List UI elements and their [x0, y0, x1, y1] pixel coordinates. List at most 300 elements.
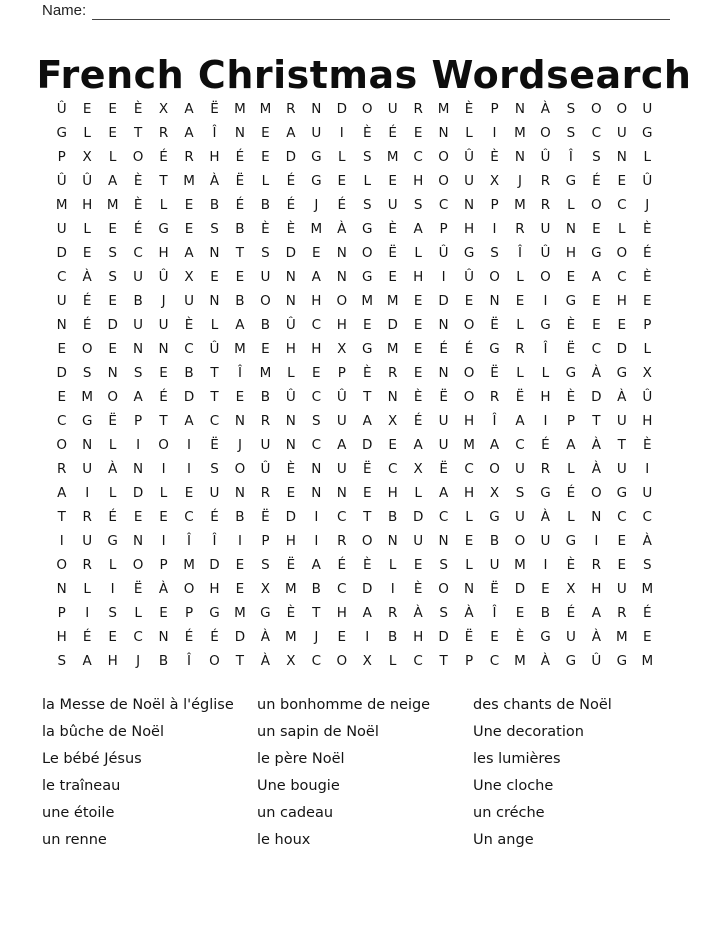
grid-letter-r20-c1: O: [56, 557, 68, 573]
word-list-item: un cadeau: [257, 805, 334, 821]
grid-letter-r2-c21: S: [566, 125, 576, 141]
grid-letter-r22-c24: É: [643, 605, 652, 621]
word-list-item: Une decoration: [473, 724, 584, 741]
grid-letter-r19-c10: H: [285, 533, 296, 549]
grid-letter-r14-c10: N: [285, 413, 296, 429]
grid-letter-r18-c24: C: [642, 509, 652, 525]
grid-letter-r19-c6: Î: [187, 533, 191, 549]
grid-letter-r8-c19: L: [516, 269, 524, 285]
grid-letter-r10-c12: H: [336, 317, 347, 333]
grid-letter-r7-c6: A: [184, 245, 194, 261]
grid-letter-r21-c14: I: [390, 581, 395, 597]
grid-letter-r10-c24: P: [643, 317, 652, 333]
grid-letter-r14-c20: I: [543, 413, 548, 429]
grid-letter-r3-c8: É: [235, 149, 245, 165]
word-list-item: une étoile: [42, 805, 115, 821]
grid-letter-r12-c13: È: [362, 365, 372, 381]
grid-letter-r1-c7: Ë: [210, 101, 219, 117]
grid-letter-r2-c13: È: [362, 125, 372, 141]
grid-letter-r17-c5: L: [159, 485, 168, 501]
grid-letter-r13-c17: O: [463, 389, 475, 405]
grid-letter-r6-c1: U: [56, 221, 67, 237]
grid-letter-r14-c7: C: [209, 413, 220, 429]
grid-letter-r2-c15: E: [413, 125, 423, 141]
grid-letter-r7-c14: Ë: [388, 245, 397, 261]
grid-letter-r9-c24: E: [643, 293, 652, 309]
grid-letter-r7-c1: D: [56, 245, 67, 261]
grid-letter-r23-c17: Ë: [464, 629, 474, 645]
grid-letter-r5-c3: M: [106, 197, 119, 213]
grid-letter-r3-c1: P: [57, 149, 66, 165]
grid-letter-r17-c18: X: [489, 485, 500, 501]
grid-letter-r2-c7: Î: [212, 125, 217, 141]
grid-letter-r3-c20: Û: [540, 149, 551, 165]
grid-letter-r13-c14: N: [387, 389, 398, 405]
grid-letter-r3-c11: G: [311, 149, 322, 165]
grid-letter-r11-c16: É: [439, 341, 448, 357]
grid-letter-r9-c12: O: [336, 293, 348, 309]
grid-letter-r1-c2: E: [82, 101, 92, 117]
grid-letter-r7-c13: O: [361, 245, 373, 261]
grid-letter-r6-c10: È: [286, 221, 296, 237]
grid-letter-r21-c21: X: [566, 581, 576, 597]
grid-letter-r3-c10: D: [285, 149, 297, 165]
grid-letter-r12-c9: M: [259, 365, 272, 381]
grid-letter-r12-c6: B: [184, 365, 194, 381]
grid-letter-r3-c24: L: [643, 149, 652, 165]
grid-letter-r16-c24: I: [645, 461, 650, 477]
grid-letter-r1-c23: O: [616, 101, 628, 117]
grid-letter-r15-c21: A: [566, 437, 576, 453]
grid-letter-r22-c9: G: [260, 605, 271, 621]
grid-letter-r13-c3: O: [107, 389, 118, 405]
grid-letter-r14-c13: A: [362, 413, 372, 429]
grid-letter-r4-c13: L: [363, 173, 371, 189]
grid-letter-r2-c5: R: [158, 125, 169, 141]
grid-letter-r20-c4: O: [132, 557, 144, 573]
grid-letter-r23-c4: C: [133, 629, 143, 645]
grid-letter-r12-c21: G: [565, 365, 577, 381]
grid-letter-r8-c21: E: [566, 269, 576, 285]
grid-letter-r19-c1: I: [59, 533, 64, 549]
grid-letter-r7-c9: S: [261, 245, 270, 261]
grid-letter-r10-c21: È: [566, 317, 576, 333]
grid-letter-r9-c9: O: [260, 293, 271, 309]
grid-letter-r11-c8: M: [234, 341, 246, 357]
grid-letter-r24-c12: O: [336, 653, 348, 669]
grid-letter-r23-c16: D: [438, 629, 449, 645]
grid-letter-r9-c21: G: [565, 293, 577, 309]
grid-letter-r4-c16: O: [438, 173, 449, 189]
grid-letter-r22-c17: À: [464, 605, 474, 621]
grid-letter-r5-c18: P: [490, 197, 499, 213]
grid-letter-r19-c16: N: [438, 533, 449, 549]
grid-letter-r16-c21: L: [567, 461, 575, 477]
grid-letter-r23-c5: N: [158, 629, 169, 645]
grid-letter-r14-c21: P: [566, 413, 575, 429]
grid-letter-r5-c11: J: [314, 197, 319, 213]
grid-letter-r8-c5: Û: [158, 269, 169, 285]
grid-letter-r7-c16: Û: [438, 245, 449, 261]
grid-letter-r10-c9: B: [260, 317, 271, 333]
grid-letter-r2-c14: É: [388, 125, 397, 141]
grid-letter-r20-c17: L: [465, 557, 473, 573]
grid-letter-r5-c10: É: [286, 197, 296, 213]
grid-letter-r6-c15: A: [413, 221, 423, 237]
grid-letter-r23-c21: U: [565, 629, 576, 645]
grid-letter-r9-c10: N: [285, 293, 296, 309]
grid-letter-r3-c18: È: [490, 149, 499, 165]
grid-letter-r19-c2: U: [82, 533, 93, 549]
grid-letter-r5-c22: O: [591, 197, 602, 213]
word-list-column-1: [42, 692, 257, 853]
grid-letter-r4-c19: J: [517, 173, 522, 189]
grid-letter-r9-c14: M: [386, 293, 399, 309]
grid-letter-r9-c18: N: [489, 293, 500, 309]
grid-letter-r10-c17: O: [463, 317, 475, 333]
grid-letter-r22-c18: Î: [492, 605, 497, 621]
word-list-item: Un ange: [473, 831, 534, 848]
grid-letter-r15-c4: I: [136, 437, 141, 453]
grid-letter-r5-c6: E: [184, 197, 194, 213]
grid-letter-r12-c17: O: [463, 365, 475, 381]
grid-letter-r14-c8: N: [234, 413, 245, 429]
grid-letter-r2-c6: A: [184, 125, 194, 141]
grid-letter-r9-c16: D: [438, 293, 449, 309]
grid-letter-r16-c22: À: [591, 461, 601, 477]
grid-letter-r13-c6: D: [183, 389, 195, 405]
grid-letter-r24-c4: J: [136, 653, 141, 669]
grid-letter-r18-c1: T: [57, 509, 66, 525]
grid-letter-r15-c1: O: [56, 437, 68, 453]
grid-letter-r22-c14: R: [387, 605, 398, 621]
grid-letter-r21-c22: H: [591, 581, 602, 597]
grid-letter-r18-c14: B: [388, 509, 398, 525]
grid-letter-r8-c12: N: [336, 269, 347, 285]
grid-letter-r22-c20: B: [540, 605, 551, 621]
grid-letter-r15-c13: D: [362, 437, 373, 453]
grid-letter-r8-c16: I: [441, 269, 446, 285]
grid-letter-r11-c14: M: [386, 341, 399, 357]
grid-letter-r23-c23: M: [615, 629, 628, 645]
grid-letter-r7-c3: S: [108, 245, 117, 261]
grid-letter-r14-c2: G: [81, 413, 93, 429]
grid-letter-r20-c24: S: [642, 557, 652, 573]
grid-letter-r23-c9: À: [260, 629, 271, 645]
grid-letter-r10-c11: C: [311, 317, 322, 333]
grid-letter-r15-c10: N: [285, 437, 296, 453]
grid-letter-r2-c19: M: [514, 125, 526, 141]
grid-letter-r6-c11: M: [310, 221, 323, 237]
grid-letter-r21-c5: À: [158, 581, 169, 597]
grid-letter-r16-c2: U: [82, 461, 93, 477]
grid-letter-r4-c24: Û: [642, 173, 653, 189]
grid-letter-r23-c20: G: [540, 629, 551, 645]
word-list-column-2: [257, 692, 473, 853]
grid-letter-r10-c2: É: [82, 317, 92, 333]
grid-letter-r17-c3: L: [108, 485, 117, 501]
grid-letter-r13-c12: Û: [336, 389, 347, 405]
grid-letter-r18-c20: À: [540, 509, 551, 525]
grid-letter-r1-c4: È: [133, 101, 143, 117]
grid-letter-r2-c22: C: [591, 125, 602, 141]
grid-letter-r1-c1: Û: [56, 101, 67, 117]
grid-letter-r9-c20: I: [543, 293, 548, 309]
grid-letter-r14-c11: S: [312, 413, 321, 429]
grid-letter-r6-c5: G: [158, 221, 169, 237]
grid-letter-r10-c19: L: [516, 317, 524, 333]
grid-letter-r21-c18: Ë: [490, 581, 499, 597]
grid-letter-r8-c3: S: [108, 269, 117, 285]
grid-letter-r9-c19: E: [515, 293, 525, 309]
grid-letter-r1-c22: O: [591, 101, 602, 117]
grid-letter-r20-c10: Ë: [286, 557, 296, 573]
grid-letter-r17-c15: L: [414, 485, 422, 501]
grid-letter-r2-c12: I: [339, 125, 344, 141]
grid-letter-r18-c7: É: [210, 509, 219, 525]
grid-letter-r24-c9: À: [260, 653, 271, 669]
grid-letter-r19-c17: E: [464, 533, 474, 549]
grid-letter-r7-c2: E: [82, 245, 92, 261]
grid-letter-r22-c7: G: [209, 605, 220, 621]
grid-letter-r2-c24: G: [642, 125, 653, 141]
grid-letter-r8-c13: G: [361, 269, 373, 285]
grid-letter-r22-c10: È: [286, 605, 296, 621]
grid-letter-r19-c4: N: [133, 533, 144, 549]
grid-letter-r24-c17: P: [464, 653, 474, 669]
grid-letter-r18-c23: C: [617, 509, 627, 525]
word-list-item: le père Noël: [257, 751, 345, 768]
grid-letter-r12-c1: D: [56, 365, 67, 381]
grid-letter-r19-c9: P: [261, 533, 270, 549]
grid-letter-r4-c23: E: [617, 173, 627, 189]
grid-letter-r23-c2: É: [82, 629, 92, 645]
grid-letter-r22-c4: L: [134, 605, 142, 621]
grid-letter-r18-c22: N: [591, 509, 602, 525]
grid-letter-r20-c2: R: [82, 557, 92, 573]
grid-letter-r11-c20: Î: [543, 341, 548, 357]
grid-letter-r22-c13: A: [362, 605, 372, 621]
grid-letter-r10-c5: U: [158, 317, 169, 333]
grid-letter-r11-c24: L: [643, 341, 652, 357]
word-list-item: les lumières: [473, 751, 561, 768]
grid-letter-r19-c8: I: [237, 533, 242, 549]
grid-letter-r20-c11: A: [311, 557, 321, 573]
grid-letter-r22-c11: T: [312, 605, 321, 621]
grid-letter-r17-c21: É: [566, 485, 576, 501]
grid-letter-r22-c3: S: [108, 605, 117, 621]
grid-letter-r8-c9: U: [260, 269, 271, 285]
grid-letter-r19-c22: I: [594, 533, 599, 549]
grid-letter-r5-c7: B: [209, 197, 220, 213]
grid-letter-r8-c6: X: [184, 269, 194, 285]
grid-letter-r7-c15: L: [414, 245, 422, 261]
grid-letter-r8-c20: O: [540, 269, 551, 285]
grid-letter-r9-c15: E: [413, 293, 423, 309]
grid-letter-r5-c16: C: [438, 197, 449, 213]
grid-letter-r10-c18: Ë: [490, 317, 499, 333]
grid-letter-r4-c8: Ë: [235, 173, 245, 189]
grid-letter-r9-c22: E: [592, 293, 601, 309]
grid-letter-r14-c19: A: [515, 413, 525, 429]
grid-letter-r9-c1: U: [56, 293, 67, 309]
grid-letter-r11-c5: N: [158, 341, 169, 357]
grid-letter-r7-c7: N: [209, 245, 220, 261]
grid-letter-r4-c15: H: [413, 173, 424, 189]
grid-letter-r16-c23: U: [616, 461, 627, 477]
grid-letter-r14-c15: É: [413, 413, 423, 429]
grid-letter-r18-c8: B: [235, 509, 245, 525]
grid-letter-r13-c5: É: [159, 389, 168, 405]
grid-letter-r7-c20: Û: [540, 245, 551, 261]
grid-letter-r19-c7: Î: [212, 533, 217, 549]
grid-letter-r6-c19: R: [515, 221, 525, 237]
grid-letter-r21-c7: H: [209, 581, 220, 597]
grid-letter-r18-c2: R: [82, 509, 92, 525]
grid-letter-r14-c9: R: [260, 413, 271, 429]
grid-letter-r13-c10: Û: [285, 389, 296, 405]
grid-letter-r19-c3: G: [107, 533, 118, 549]
grid-letter-r21-c2: L: [83, 581, 91, 597]
grid-letter-r23-c13: I: [365, 629, 370, 645]
grid-letter-r23-c18: E: [490, 629, 499, 645]
grid-letter-r21-c4: Ë: [133, 581, 143, 597]
grid-letter-r10-c23: E: [617, 317, 627, 333]
word-list-item: des chants de Noël: [473, 697, 612, 714]
grid-letter-r16-c18: O: [489, 461, 500, 477]
grid-letter-r4-c17: U: [464, 173, 474, 189]
grid-letter-r17-c7: U: [209, 485, 220, 501]
grid-letter-r23-c11: J: [314, 629, 319, 645]
grid-letter-r19-c15: U: [413, 533, 424, 549]
grid-letter-r6-c21: N: [565, 221, 576, 237]
grid-letter-r14-c1: C: [57, 413, 67, 429]
grid-letter-r11-c1: E: [57, 341, 66, 357]
grid-letter-r10-c22: E: [592, 317, 601, 333]
grid-letter-r20-c20: I: [543, 557, 548, 573]
grid-letter-r1-c10: R: [286, 101, 296, 117]
grid-letter-r13-c22: D: [591, 389, 602, 405]
grid-letter-r8-c24: È: [643, 269, 652, 285]
grid-letter-r8-c1: C: [57, 269, 67, 285]
grid-letter-r24-c6: Î: [187, 653, 191, 669]
grid-letter-r11-c13: G: [361, 341, 373, 357]
grid-letter-r16-c12: U: [336, 461, 347, 477]
grid-letter-r14-c22: T: [592, 413, 601, 429]
grid-letter-r14-c23: U: [616, 413, 627, 429]
grid-letter-r7-c24: É: [643, 245, 652, 261]
grid-letter-r11-c15: E: [413, 341, 423, 357]
grid-letter-r5-c5: L: [159, 197, 168, 213]
grid-letter-r13-c2: M: [81, 389, 93, 405]
grid-letter-r9-c8: B: [235, 293, 245, 309]
grid-letter-r11-c10: H: [285, 341, 296, 357]
grid-letter-r24-c2: A: [82, 653, 92, 669]
word-list-item: la bûche de Noël: [42, 724, 165, 741]
grid-letter-r20-c9: S: [261, 557, 270, 573]
grid-letter-r16-c6: I: [187, 461, 191, 477]
grid-letter-r6-c18: I: [492, 221, 497, 237]
grid-letter-r13-c18: R: [489, 389, 500, 405]
grid-letter-r21-c16: O: [438, 581, 449, 597]
grid-letter-r1-c16: M: [437, 101, 450, 117]
grid-letter-r6-c4: É: [133, 221, 143, 237]
word-list-item: Une cloche: [473, 778, 554, 795]
grid-letter-r13-c15: È: [413, 389, 423, 405]
grid-letter-r7-c18: S: [490, 245, 499, 261]
grid-letter-r22-c2: I: [85, 605, 90, 621]
grid-letter-r10-c16: N: [438, 317, 449, 333]
grid-letter-r6-c16: P: [439, 221, 448, 237]
grid-letter-r7-c4: C: [133, 245, 143, 261]
grid-letter-r8-c17: Û: [464, 269, 474, 285]
grid-letter-r1-c6: A: [184, 101, 194, 117]
grid-letter-r18-c10: D: [285, 509, 297, 525]
grid-letter-r17-c8: N: [234, 485, 245, 501]
grid-letter-r7-c10: D: [285, 245, 297, 261]
word-list-item: un renne: [42, 831, 107, 848]
grid-letter-r22-c15: À: [413, 605, 423, 621]
grid-letter-r18-c11: I: [314, 509, 319, 525]
grid-letter-r22-c6: P: [184, 605, 194, 621]
grid-letter-r14-c3: Ë: [108, 413, 117, 429]
grid-letter-r15-c3: L: [108, 437, 117, 453]
grid-letter-r24-c23: G: [616, 653, 628, 669]
grid-letter-r3-c4: O: [132, 149, 144, 165]
grid-letter-r6-c20: U: [540, 221, 551, 237]
grid-letter-r1-c17: È: [464, 101, 474, 117]
grid-letter-r16-c20: R: [540, 461, 551, 477]
grid-letter-r17-c12: N: [336, 485, 347, 501]
grid-letter-r15-c7: Ë: [210, 437, 219, 453]
grid-letter-r22-c22: A: [591, 605, 601, 621]
grid-letter-r11-c2: O: [81, 341, 93, 357]
grid-letter-r19-c12: R: [337, 533, 347, 549]
grid-letter-r14-c17: H: [463, 413, 475, 429]
grid-letter-r17-c19: S: [515, 485, 525, 501]
grid-letter-r9-c13: M: [361, 293, 374, 309]
grid-letter-r22-c12: H: [336, 605, 347, 621]
grid-letter-r13-c7: T: [210, 389, 219, 405]
grid-letter-r9-c17: E: [464, 293, 474, 309]
grid-letter-r4-c9: L: [261, 173, 270, 189]
grid-letter-r20-c14: L: [388, 557, 397, 573]
grid-letter-r5-c4: È: [133, 197, 143, 213]
grid-letter-r20-c19: M: [514, 557, 526, 573]
grid-letter-r11-c11: H: [311, 341, 322, 357]
grid-letter-r23-c7: É: [210, 629, 219, 645]
grid-letter-r20-c16: S: [439, 557, 448, 573]
grid-letter-r5-c15: S: [413, 197, 423, 213]
grid-letter-r1-c18: P: [490, 101, 499, 117]
grid-letter-r18-c9: Ë: [261, 509, 270, 525]
grid-letter-r16-c17: C: [464, 461, 474, 477]
grid-letter-r24-c15: C: [413, 653, 423, 669]
grid-letter-r12-c4: S: [133, 365, 143, 381]
grid-letter-r5-c23: C: [617, 197, 627, 213]
grid-letter-r11-c6: C: [184, 341, 194, 357]
grid-letter-r18-c6: C: [184, 509, 194, 525]
grid-letter-r8-c15: H: [413, 269, 424, 285]
grid-letter-r21-c10: M: [285, 581, 297, 597]
grid-letter-r16-c13: Ë: [362, 461, 372, 477]
grid-letter-r21-c17: N: [464, 581, 475, 597]
grid-letter-r22-c21: É: [566, 605, 576, 621]
grid-letter-r1-c20: À: [540, 101, 551, 117]
grid-letter-r15-c23: T: [617, 437, 626, 453]
word-list-item: le houx: [257, 831, 311, 848]
grid-letter-r8-c4: U: [133, 269, 144, 285]
